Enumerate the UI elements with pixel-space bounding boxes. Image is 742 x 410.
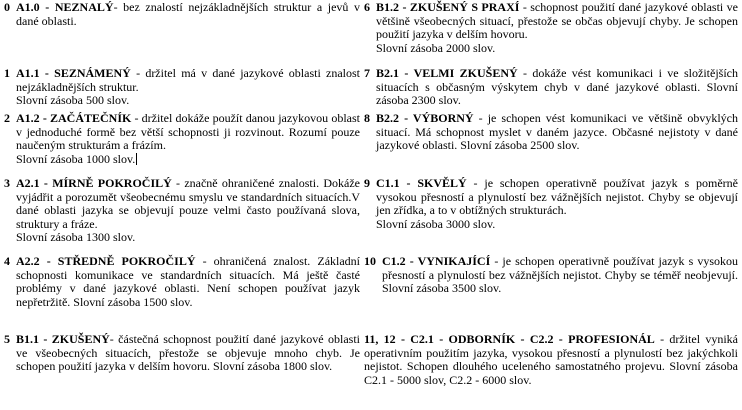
level-sep: - [39,0,55,14]
level-9 [364,177,738,231]
level-description [16,177,360,245]
level-6 [364,1,738,55]
level-11-12 [364,333,738,387]
level-number: 1 [4,66,10,80]
level-number: 7 [364,66,370,80]
level-7 [364,67,738,108]
level-sep: - [399,111,413,125]
level-text: - držitel má v dané jazykové oblasti znalost nejzákladnějších struktur. [16,66,361,94]
level-name: STŘEDNĚ POKROČILÝ [57,254,196,268]
level-8 [364,112,738,153]
level-code: A2.1 [16,176,40,190]
level-name: VYNIKAJÍCÍ [417,254,491,268]
level-sep: - [399,0,410,14]
level-number: 5 [4,332,10,346]
level-name: SEZNÁMENÝ [54,66,131,80]
level-sep: - [405,254,418,268]
level-0 [4,1,360,28]
level-text: - držitel dokáže použít danou jazykovou oblast v jednoduché formě bez větší schopnosti ji rozvinout. Rozumí pouze naučeným strukturám a frázím. [16,111,360,153]
level-sep: - [395,332,411,346]
level-description [16,333,360,374]
level-text: - bez znalostí nejzákladnějších struktur a jevů v dané oblasti. [16,0,360,28]
level-text: - ohraničená znalost. Základní schopnosti komunikace ve standardních situacích. Má ještě časté problémy v dané jazykové oblasti. Není schopen používat jazyk nepřetržitě. Slovní zásoba 1500 slov. [16,254,361,309]
level-description [16,112,360,166]
level-name: VÝBORNÝ [412,111,474,125]
level-text: - je schopen operativně používat jazyk s poměrně vysokou přesností a plynulostí bez vážnějších nejistot. Chyby se objevují jen zřídka, a to v obtížných strukturách. [376,176,738,218]
level-description [376,1,738,55]
level-code: A2.2 [16,254,40,268]
level-text: - schopnost použití dané jazykové oblasti ve většině všeobecných situací, přestože se občas objevují chyby. Je schopen použití jazyka v delším hovoru. [376,0,739,42]
level-5 [4,333,360,374]
level-sep: - [399,66,414,80]
level-code: A1.2 [16,111,40,125]
level-text: - značně ohraničené znalosti. Dokáže vyjádřit a porozumět všeobecnému smyslu ve standardních situacích.V dané oblasti jazyka se objevují pouze velmi často používaná slova, struktury a fráze. [16,176,360,231]
level-description [382,255,738,296]
level-text: - dokáže vést komunikaci i ve složitějších situacích s občasným výskytem chyb v dané jazykové oblasti. Slovní zásoba 2300 slov. [376,66,738,108]
level-name: ZAČÁTEČNÍK [49,111,132,125]
level-code: B1.2 [376,0,400,14]
level-number: 6 [364,0,370,14]
level-name: MÍRNĚ POKROČILÝ [52,176,172,190]
level-sep: - [39,66,55,80]
level-name: SKVĚLÝ [417,176,467,190]
level-description [16,67,360,108]
level-code: A1.1 [16,66,40,80]
level-number: 3 [4,176,10,190]
level-code: A1.0 [16,0,40,14]
level-sep: - [39,176,53,190]
level-4 [4,255,360,309]
level-3 [4,177,360,245]
level-vocab: Slovní zásoba 3000 slov. [376,216,496,231]
level-2 [4,112,360,166]
level-number: 11, 12 [364,332,396,346]
level-vocab: Slovní zásoba 2000 slov. [376,40,496,55]
level-code: C1.1 [376,176,400,190]
level-description [376,67,738,108]
level-sep: - [399,176,418,190]
level-text: - je schopen vést komunikaci ve většině obvyklých situací. Má schopnost myslet v daném jazyce. Občasné nejistoty v dané jazykové oblasti. Slovní zásoba 2500 slov. [376,111,738,153]
level-1 [4,67,360,108]
level-code: B2.2 [376,111,400,125]
level-number: 4 [4,254,10,268]
level-name: ZKUŠENÝ S PRAXÍ [409,0,520,14]
level-vocab: Slovní zásoba 500 slov. [16,93,130,108]
level-name: VELMI ZKUŠENÝ [413,66,518,80]
level-number: 2 [4,111,10,125]
level-code: B2.1 [376,66,400,80]
level-number: 10 [364,254,376,268]
level-description [16,1,360,28]
level-description [364,333,738,387]
level-text: - je schopen operativně používat jazyk s vysokou přesností a plynulostí bez vážnějších nejistot. Chyby se téměř neobjevují. Slovní zásoba 3500 slov. [382,254,738,296]
level-number: 8 [364,111,370,125]
level-code: C1.2 [382,254,406,268]
level-name: NEZNALÝ [54,0,114,14]
level-description [16,255,360,309]
level-name: ODBORNÍK [448,332,516,346]
level-description [376,112,738,153]
level-number: 9 [364,176,370,190]
level-description [376,177,738,231]
level-text: - držitel vyniká operativním použitím jazyka, vysokou přesností a plynulostí bez jakýchkoli nejistot. Schopen dlouhého uceleného samostatného projevu. Slovní zásoba C2.1 - 5000 slov, C2.2 - 6000 slov. [364,332,739,387]
level-sep: - [39,332,52,346]
level-sep: - [515,332,530,346]
level-vocab: Slovní zásoba 1300 slov. [16,230,136,245]
level-code: B1.1 [16,332,40,346]
level-name-2: PROFESIONÁL [568,332,655,346]
level-sep: - [39,254,58,268]
level-text: - částečná schopnost použití dané jazykové oblasti ve všeobecných situacích, přestože se objevuje mnoho chyb. Je schopen použití jazyka v delším hovoru. Slovní zásoba 1800 slov. [16,332,361,374]
level-sep: - [433,332,449,346]
level-code: C2.1 [410,332,434,346]
level-code-2: C2.2 [529,332,554,346]
level-number: 0 [4,0,10,14]
level-10 [364,255,738,296]
level-sep: - [39,111,50,125]
text-cursor [136,153,137,165]
level-vocab: Slovní zásoba 1000 slov. [16,151,136,166]
level-name: ZKUŠENÝ [51,332,110,346]
level-sep: - [553,332,569,346]
